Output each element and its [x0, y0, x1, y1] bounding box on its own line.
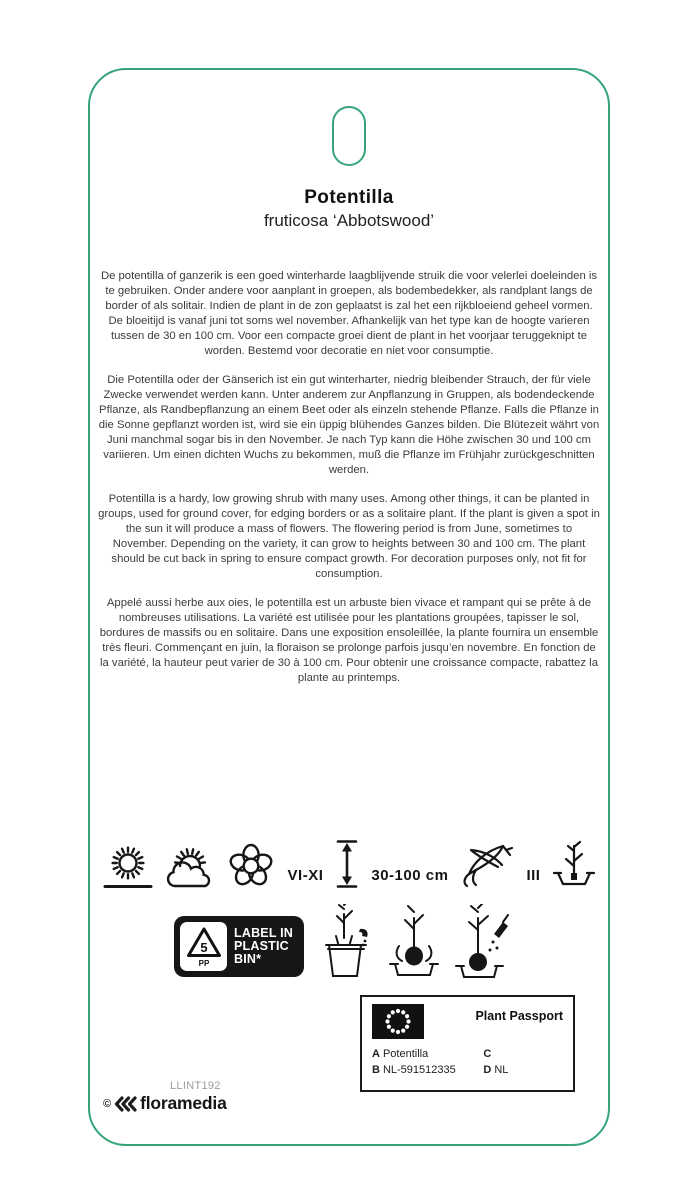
- young-plant-icon: [552, 840, 596, 890]
- badge-line-1: LABEL IN: [234, 926, 294, 940]
- pruning-shears-icon: [460, 842, 514, 890]
- soak-plant-icon: [318, 904, 374, 986]
- description-french: Appelé aussi herbe aux oies, le potentilla est un arbuste bien vivace et rampant qui se prête à de nombreuses utilisations. La variété est utilisée pour les plantations groupées, tapisser le sol, bordures de massifs ou en solitaire. Dans une exposition ensoleillée, la plante fournira un ensemble très fleuri. Commençant en juin, la floraison se prolonge parfois jusqu’en novembre. En fonction de la variété, la hauteur peut varier de 30 à 100 cm. Pour obtenir une croissance compacte, rabattez la plante au printemps.: [99, 597, 599, 684]
- pruning-month-label: III: [526, 867, 541, 884]
- height-range-label: 30-100 cm: [371, 867, 449, 884]
- passport-field-a: A Potentilla: [372, 1048, 429, 1060]
- flower-icon: [226, 840, 276, 890]
- passport-field-c: C: [483, 1048, 492, 1060]
- plant-genus: Potentilla: [304, 187, 394, 208]
- fill-soil-icon: [454, 904, 510, 986]
- planting-steps: [318, 904, 510, 986]
- flowering-months-label: VI-XI: [287, 867, 324, 884]
- descriptions: [98, 269, 600, 700]
- label-in-plastic-bin-badge: [174, 916, 304, 977]
- height-icon: [335, 838, 359, 890]
- hang-hole: [332, 106, 366, 166]
- plant-label-card: [88, 68, 610, 1146]
- eu-flag: [372, 1004, 424, 1039]
- passport-title: Plant Passport: [475, 1009, 563, 1023]
- badge-text: [234, 927, 293, 966]
- passport-field-d: D NL: [483, 1064, 509, 1076]
- floramedia-logo: [103, 1093, 227, 1114]
- floramedia-leaf-icon: [114, 1096, 137, 1112]
- care-icons-row: [90, 826, 608, 890]
- plant-passport: [360, 995, 575, 1092]
- description-english: Potentilla is a hardy, low growing shrub with many uses. Among other things, it can be planted in groups, used for ground cover, for edging borders or as a solitaire plant. If the plant is given a spot in the sun it will produce a mass of flowers. The flowering period is from June, sometimes to November. Depending on the variety, it can grow to heights between 30 and 100 cm. The plant should be cut back in spring to ensure compact growth. For decoration purposes only, not fit for consumption.: [98, 493, 600, 580]
- resin-code: 5: [199, 939, 208, 955]
- recycling-panel: [180, 922, 227, 971]
- copyright-icon: ©: [103, 1097, 112, 1110]
- plant-in-hole-icon: [386, 904, 442, 986]
- description-german: Die Potentilla oder der Gänserich ist ein gut winterharter, niedrig bleibender Strauch, der für viele Zwecke verwendet werden kann. Unter anderem zur Anpflanzung in Gruppen, als bodendeckende Pflanze, als Randbepflanzung an einem Beet oder als einzeln stehende Pflanze. Falls die Pflanze in die Sonne gepflanzt worden ist, wird sie ein üppig blühendes Ganzes bilden. Die Blütezeit währt von Juni manchmal sogar bis in den November. Je nach Typ kann die Höhe zwischen 30 und 100 cm variieren. Um einen dichten Wuchs zu bekommen, muß die Pflanze im Frühjahr zurückgeschnitten werden.: [98, 374, 600, 476]
- description-dutch: De potentilla of ganzerik is een goed winterharde laagblijvende struik die voor velerlei doeleinden is te gebruiken. Onder andere voor aanplant in groepen, als bodembedekker, als randplant langs de border of als solitair. Indien de plant in de zon geplaatst is zal het een rijkbloeiend geheel vormen. De bloeitijd is vanaf juni tot soms wel november. Afhankelijk van het type kan de hoogte varieren tussen de 30 en 100 cm. Voor een compacte groei dient de plant in het voorjaar teruggeknipt te worden. Bestemd voor decoratie en niet voor consumptie.: [100, 270, 598, 357]
- brand-name: floramedia: [140, 1093, 227, 1113]
- resin-abbr: PP: [198, 958, 209, 968]
- recycling-pp5-icon: [184, 925, 224, 969]
- product-code: LLINT192: [170, 1080, 221, 1092]
- badge-line-2: PLASTIC: [234, 939, 289, 953]
- full-sun-icon: [102, 844, 154, 890]
- plant-variety: fruticosa ‘Abbotswood’: [263, 211, 435, 230]
- passport-fields: [372, 1048, 563, 1076]
- passport-field-b: B NL-591512335: [372, 1064, 456, 1076]
- badge-line-3: BIN*: [234, 952, 262, 966]
- partial-shade-icon: [164, 844, 216, 890]
